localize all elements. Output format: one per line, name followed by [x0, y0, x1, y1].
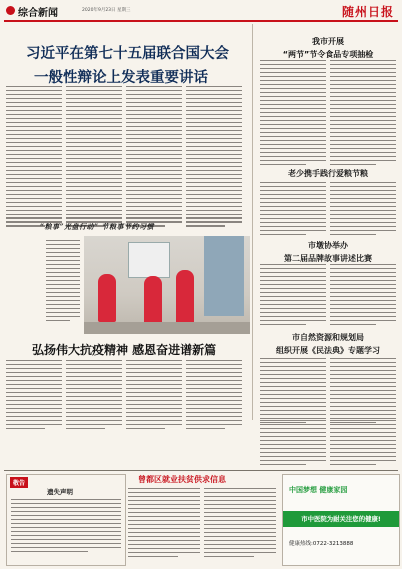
story2-column-3 [126, 360, 182, 432]
side4-column-a [260, 358, 326, 426]
lead-title-line2: 一般性辩论上发表重要讲话 [34, 69, 208, 86]
side1-title-line1: 我市开展 [312, 37, 344, 46]
story2-column-6 [330, 420, 396, 468]
side3-headline [258, 240, 398, 264]
notice-title: 遗失声明 [47, 488, 73, 496]
side3-column-a [260, 264, 326, 328]
jobs-column-a [128, 488, 200, 560]
lead-column-4 [186, 86, 242, 229]
side-story-1-headline [258, 36, 398, 60]
photo-wall-panel [128, 242, 170, 278]
ad-phone: 健康热线:0722-3213888 [289, 541, 354, 547]
notice-body [11, 499, 121, 555]
photo-person-3 [176, 270, 194, 324]
side1-column-a [260, 60, 326, 168]
side2-title: 老少携手践行爱粮节粮 [288, 169, 368, 178]
side2-column-b [330, 182, 396, 238]
side4-title-line2: 组织开展《民法典》专题学习 [276, 346, 380, 355]
side4-title-line1: 市自然资源和规划局 [292, 333, 364, 342]
side4-headline [258, 332, 398, 356]
jobs-block [128, 474, 278, 564]
photo-banner: “粮事”光盘行动” 节粮事节约习惯 [40, 222, 155, 231]
side2-column-a [260, 182, 326, 238]
lead-title-line1: 习近平在第七十五届联合国大会 [26, 45, 229, 62]
side3-title-line2: 第二届品牌故事讲述比赛 [284, 254, 372, 263]
column-divider [252, 24, 253, 420]
paper-name: 随州日报 [341, 5, 394, 19]
notice-label: 敬告 [10, 477, 28, 488]
side1-title-line2: “两节”节令食品专项抽检 [282, 50, 374, 59]
notice-block [6, 474, 126, 566]
side3-title-line1: 市墩协举办 [308, 241, 348, 250]
side3-column-b [330, 264, 396, 328]
side4-column-b [330, 358, 396, 426]
story2-column-4 [186, 360, 242, 432]
story2-column-2 [66, 360, 122, 432]
jobs-column-b [204, 488, 276, 560]
jobs-title: 曾都区就业扶贫供求信息 [138, 475, 226, 484]
photo-caption [46, 240, 80, 324]
photo-person-2 [144, 276, 162, 324]
photo-floor [84, 322, 250, 334]
masthead-meta: 2020年9月23日 星期三 [82, 8, 131, 13]
lead-column-2 [66, 86, 122, 229]
news-photo [84, 236, 250, 334]
ad-line1: 中国梦想 健康家园 [289, 485, 348, 494]
hospital-ad [282, 474, 400, 566]
story2-title: 弘扬伟大抗疫精神 感恩奋进谱新篇 [32, 343, 217, 357]
bottom-rule [4, 470, 398, 471]
section-title: 综合新闻 [18, 8, 58, 19]
lead-column-1 [6, 86, 62, 229]
section-logo-icon [6, 6, 15, 15]
side1-column-b [330, 60, 396, 168]
story2-column-5 [260, 420, 326, 468]
masthead-rule [4, 20, 398, 22]
photo-door [204, 236, 244, 316]
lead-headline [26, 42, 246, 87]
ad-line2: 市中医院为耐关注您的健康! [283, 511, 399, 527]
photo-person-1 [98, 274, 116, 322]
story2-column-1 [6, 360, 62, 432]
lead-column-3 [126, 86, 182, 229]
